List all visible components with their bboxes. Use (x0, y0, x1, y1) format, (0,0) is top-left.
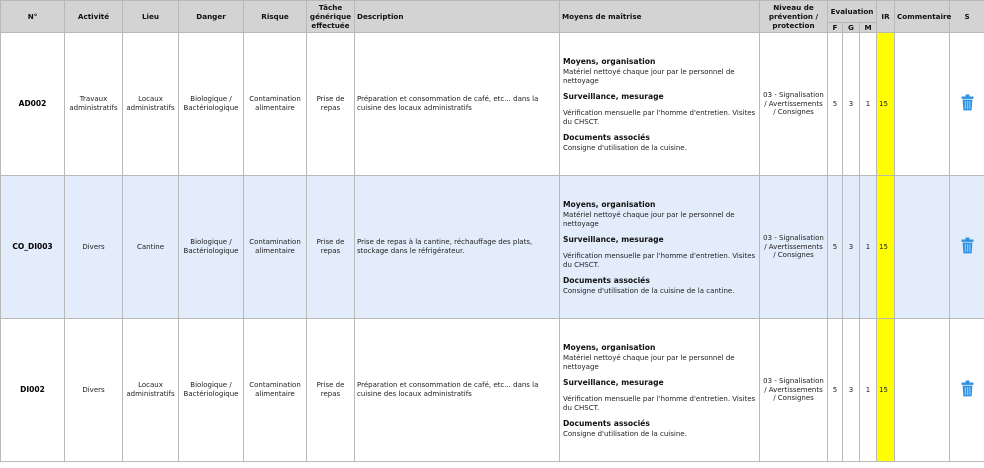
trash-icon[interactable] (961, 94, 974, 111)
cell-danger: Biologique / Bactériologique (179, 176, 244, 319)
cell-risque: Contamination alimentaire (244, 33, 307, 176)
cell-niveau: 03 - Signalisation / Avertissements / Consignes (760, 319, 828, 462)
header-f[interactable]: F (828, 23, 843, 33)
moyens-surv-text: Vérification mensuelle par l'homme d'entretien. Visites du CHSCT. (563, 394, 756, 412)
cell-s (950, 176, 984, 319)
moyens-org-text: Matériel nettoyé chaque jour par le personnel de nettoyage (563, 67, 735, 85)
header-description[interactable]: Description (355, 1, 560, 33)
cell-m: 1 (860, 319, 877, 462)
cell-s (950, 319, 984, 462)
cell-tache: Prise de repas (307, 176, 355, 319)
cell-commentaire (895, 33, 950, 176)
table-row[interactable] (1, 176, 984, 319)
cell-m: 1 (860, 33, 877, 176)
cell-activite: Divers (65, 319, 123, 462)
moyens-surv-title: Surveillance, mesurage (563, 235, 664, 245)
cell-danger: Biologique / Bactériologique (179, 33, 244, 176)
cell-activite: Travaux administratifs (65, 33, 123, 176)
moyens-surv-text: Vérification mensuelle par l'homme d'entretien. Visites du CHSCT. (563, 251, 756, 269)
cell-num: DI002 (1, 319, 65, 462)
cell-lieu: Locaux administratifs (123, 33, 179, 176)
cell-g: 3 (843, 176, 860, 319)
cell-niveau: 03 - Signalisation / Avertissements / Consignes (760, 176, 828, 319)
cell-num: AD002 (1, 33, 65, 176)
cell-f: 5 (828, 319, 843, 462)
cell-ir: 15 (877, 319, 895, 462)
header-commentaire[interactable]: Commentaire (895, 1, 950, 33)
cell-moyens (560, 33, 760, 176)
cell-lieu: Cantine (123, 176, 179, 319)
cell-ir: 15 (877, 176, 895, 319)
moyens-org-title: Moyens, organisation (563, 200, 656, 210)
table-row[interactable] (1, 33, 984, 176)
moyens-docs-text: Consigne d'utilisation de la cuisine. (563, 143, 687, 152)
moyens-org-title: Moyens, organisation (563, 343, 656, 353)
trash-icon[interactable] (961, 380, 974, 397)
moyens-surv-text: Vérification mensuelle par l'homme d'entretien. Visites du CHSCT. (563, 108, 756, 126)
table-row[interactable] (1, 319, 984, 462)
moyens-docs-title: Documents associés (563, 133, 650, 143)
header-g[interactable]: G (843, 23, 860, 33)
header-danger[interactable]: Danger (179, 1, 244, 33)
moyens-surv-title: Surveillance, mesurage (563, 378, 664, 388)
moyens-surv-title: Surveillance, mesurage (563, 92, 664, 102)
cell-description: Préparation et consommation de café, etc... dans la cuisine des locaux administratifs (355, 319, 560, 462)
moyens-docs-text: Consigne d'utilisation de la cuisine de la cantine. (563, 286, 735, 295)
cell-moyens (560, 176, 760, 319)
cell-description: Prise de repas à la cantine, réchauffage des plats, stockage dans le réfrigérateur. (355, 176, 560, 319)
cell-risque: Contamination alimentaire (244, 319, 307, 462)
header-evaluation: Evaluation (828, 1, 877, 23)
header-ir[interactable]: IR (877, 1, 895, 33)
cell-f: 5 (828, 33, 843, 176)
moyens-org-text: Matériel nettoyé chaque jour par le personnel de nettoyage (563, 353, 735, 371)
cell-m: 1 (860, 176, 877, 319)
header-m[interactable]: M (860, 23, 877, 33)
header-niveau[interactable]: Niveau de prévention / protection (760, 1, 828, 33)
moyens-docs-text: Consigne d'utilisation de la cuisine. (563, 429, 687, 438)
cell-commentaire (895, 319, 950, 462)
cell-description: Préparation et consommation de café, etc... dans la cuisine des locaux administratifs (355, 33, 560, 176)
moyens-org-title: Moyens, organisation (563, 57, 656, 67)
cell-niveau: 03 - Signalisation / Avertissements / Consignes (760, 33, 828, 176)
trash-icon[interactable] (961, 237, 974, 254)
cell-tache: Prise de repas (307, 319, 355, 462)
moyens-org-text: Matériel nettoyé chaque jour par le personnel de nettoyage (563, 210, 735, 228)
cell-moyens (560, 319, 760, 462)
cell-tache: Prise de repas (307, 33, 355, 176)
cell-risque: Contamination alimentaire (244, 176, 307, 319)
header-risque[interactable]: Risque (244, 1, 307, 33)
header-activite[interactable]: Activité (65, 1, 123, 33)
cell-g: 3 (843, 33, 860, 176)
table-body (1, 33, 984, 462)
cell-ir: 15 (877, 33, 895, 176)
header-tache[interactable]: Tâche générique effectuée (307, 1, 355, 33)
cell-activite: Divers (65, 176, 123, 319)
cell-danger: Biologique / Bactériologique (179, 319, 244, 462)
header-s: S (950, 1, 984, 33)
cell-num: CO_DI003 (1, 176, 65, 319)
header-lieu[interactable]: Lieu (123, 1, 179, 33)
cell-s (950, 33, 984, 176)
moyens-docs-title: Documents associés (563, 419, 650, 429)
cell-f: 5 (828, 176, 843, 319)
table-header (1, 1, 984, 33)
cell-commentaire (895, 176, 950, 319)
cell-g: 3 (843, 319, 860, 462)
cell-lieu: Locaux administratifs (123, 319, 179, 462)
header-num[interactable]: N° (1, 1, 65, 33)
moyens-docs-title: Documents associés (563, 276, 650, 286)
header-moyens[interactable]: Moyens de maîtrise (560, 1, 760, 33)
